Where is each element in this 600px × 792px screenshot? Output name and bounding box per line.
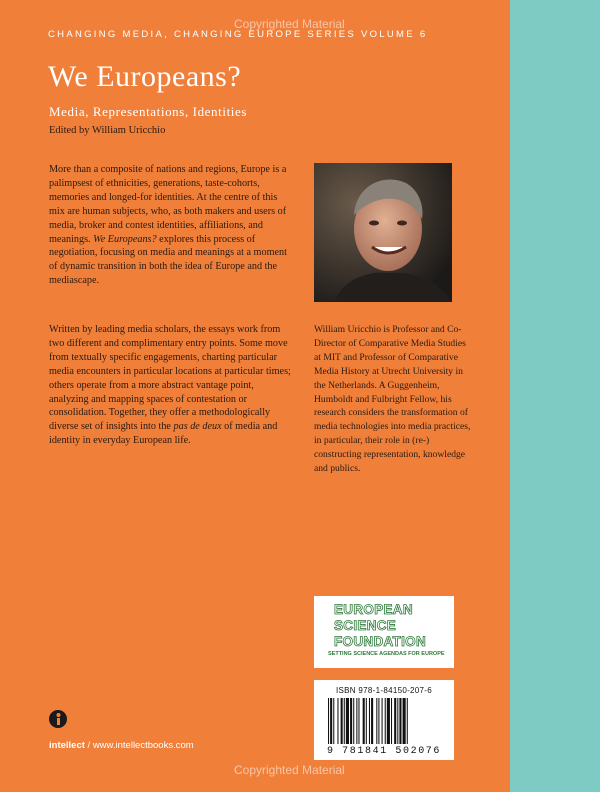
barcode-box — [314, 680, 454, 760]
barcode-bar — [341, 698, 343, 744]
blurb-paragraph-2 — [49, 323, 293, 448]
barcode-bar — [366, 698, 367, 744]
barcode-bar — [378, 698, 379, 744]
esf-logo-line3: FOUNDATION — [334, 634, 426, 649]
barcode-bar — [399, 698, 401, 744]
barcode-bar — [385, 698, 386, 744]
blurb-text: More than a composite of nations and regions, Europe is a palimpsest of ethnicities, generations, taste-cohorts, memories and longed-for identities. At the centre of this mix are human subjects, who, as both makers and users of media, broker and contest identities, affiliations, and meanings. — [49, 164, 287, 245]
intellect-logo-icon — [49, 710, 67, 728]
series-line: CHANGING MEDIA, CHANGING EUROPE SERIES VOLUME 6 — [48, 29, 428, 40]
blurb-phrase-italic: pas de deux — [173, 421, 222, 433]
barcode-bar — [358, 698, 359, 744]
barcode-bar — [371, 698, 373, 744]
barcode-bar — [394, 698, 396, 744]
barcode-bar — [328, 698, 329, 744]
book-subtitle: Media, Representations, Identities — [49, 104, 248, 119]
isbn-text: ISBN 978-1-84150-207-6 — [336, 686, 432, 695]
barcode-bar — [387, 698, 390, 744]
publisher-line — [49, 740, 194, 751]
blurb-text: of media and identity in everyday European life. — [49, 421, 278, 447]
barcode-bar — [382, 698, 383, 744]
blurb-paragraph-1 — [49, 163, 293, 288]
blurb-title-italic: We Europeans? — [93, 233, 157, 245]
spine-panel — [510, 0, 600, 792]
publisher-name: intellect — [49, 740, 85, 751]
esf-logo-line2: SCIENCE — [334, 618, 397, 633]
watermark-top: Copyrighted Material — [234, 17, 345, 31]
barcode-bar — [376, 698, 377, 744]
editor-credit: Edited by William Uricchio — [49, 125, 166, 136]
barcode-bar — [403, 698, 406, 744]
barcode-number: 9 781841 502076 — [326, 746, 441, 757]
blurb-text: Written by leading media scholars, the essays work from two different and complimentary entry points. Some move from textually specific engagements, charting particular media encounters in particular locations at particular times; others operate from a more abstract vantage point, analyzing and mapping spaces of contestation or consolidation. Together, they offer a methodologically diverse set of insights into the — [49, 324, 291, 433]
author-portrait — [314, 163, 452, 302]
barcode-bar — [344, 698, 345, 744]
book-title: We Europeans? — [48, 60, 242, 93]
author-portrait-drawing — [314, 163, 452, 302]
barcode-bar — [397, 698, 398, 744]
watermark-bottom: Copyrighted Material — [234, 763, 345, 777]
barcode-bar — [346, 698, 349, 744]
barcode-bar — [333, 698, 334, 744]
barcode-bar — [369, 698, 370, 744]
esf-logo — [314, 596, 454, 668]
barcode-bar — [353, 698, 354, 744]
barcode-bar — [330, 698, 332, 744]
barcode-bar — [363, 698, 365, 744]
blurb-text: explores this process of negotiation, focusing on media and meanings at a moment of dynamic transition in both the idea of Europe and the mediascape. — [49, 233, 287, 287]
publisher-url: / www.intellectbooks.com — [84, 740, 194, 751]
barcode-bar — [337, 698, 338, 744]
esf-logo-line1: EUROPEAN — [334, 602, 413, 617]
esf-logo-tagline: SETTING SCIENCE AGENDAS FOR EUROPE — [328, 651, 445, 657]
author-bio: William Uricchio is Professor and Co-Director of Comparative Media Studies at MIT and Professor of Comparative Media History at Utrecht University in the Netherlands. A Guggenheim, Humboldt and Fulbright Fellow, his research considers the transformation of media technologies into media practices, in particular, their role in (re-) constructing representation, knowledge and publics. — [314, 324, 471, 475]
barcode-bar — [391, 698, 392, 744]
barcode-bar — [356, 698, 357, 744]
barcode-bar — [407, 698, 408, 744]
barcode-bar — [350, 698, 352, 744]
